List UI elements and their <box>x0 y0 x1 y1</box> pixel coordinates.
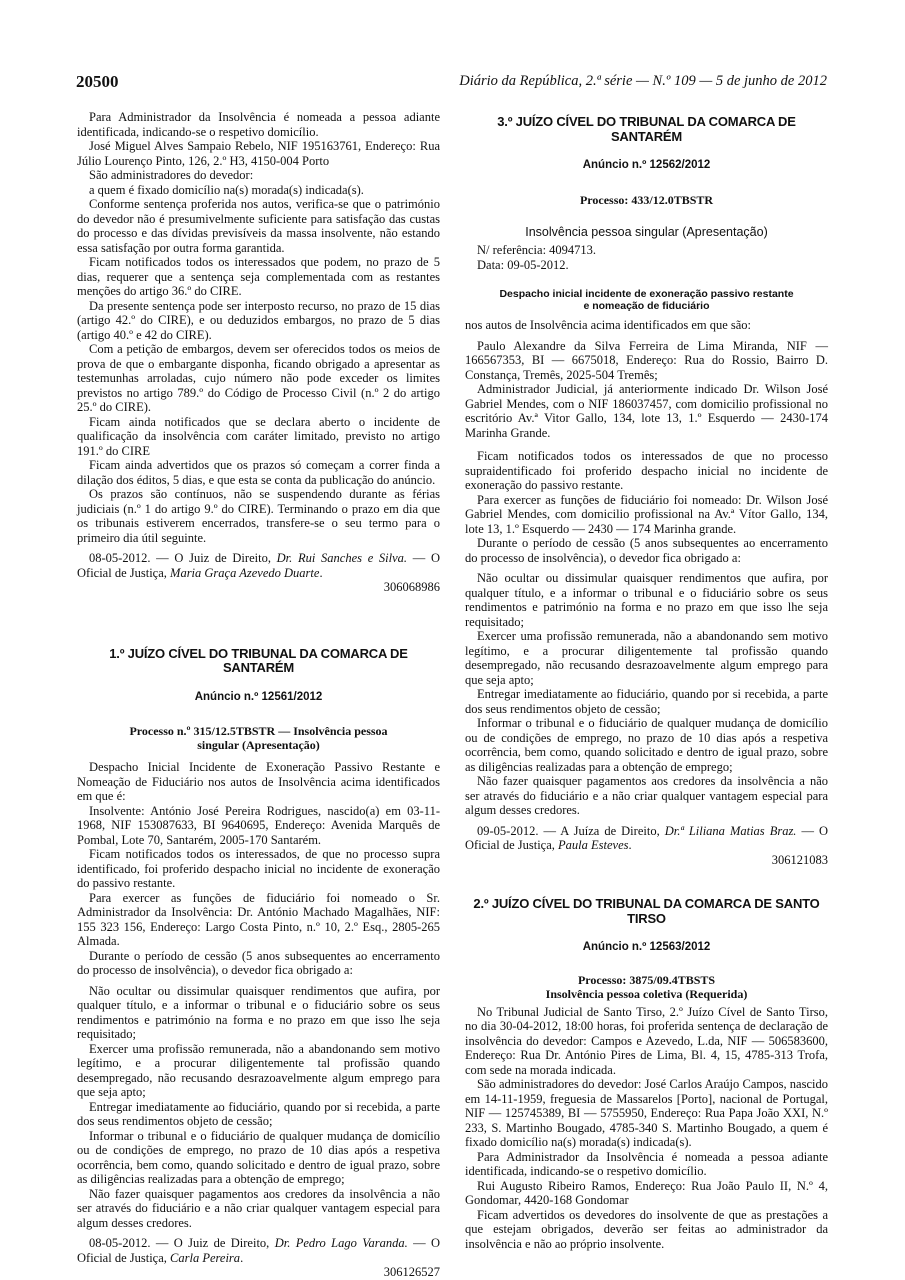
paragraph: Os prazos são contínuos, não se suspendendo durante as férias judiciais (n.º 1 do artigo 9.º do CIRE). Terminando o prazo em dia que os tribunais estiverem encerrados, transfere-se o seu termo para o primeiro dia útil seguinte. <box>77 487 440 545</box>
paragraph: Ficam notificados todos os interessados que podem, no prazo de 5 dias, requerer que a sentença seja complementada com as restantes menções do artigo 36.º do CIRE. <box>77 255 440 298</box>
right-column <box>465 110 828 1251</box>
order-title: Despacho inicial incidente de exoneração passivo restante e nomeação de fiduciário <box>499 288 794 312</box>
section-title: 2.º JUÍZO CÍVEL DO TRIBUNAL DA COMARCA DE SANTO TIRSO <box>473 896 820 926</box>
left-column <box>77 110 440 1280</box>
paragraph: Paulo Alexandre da Silva Ferreira de Lima Miranda, NIF — 166567353, BI — 6675018, Endereço: Rua do Rossio, Bairro D. Constança, Tremês, 2025-504 Tremês; <box>465 338 828 382</box>
paragraph: Com a petição de embargos, devem ser oferecidos todos os meios de prova de que o embargante disponha, ficando obrigado a apresentar as testemunhas arroladas, cujo número não pode exceder os limites previstos no artigo 789.º do Código de Processo Civil (n.º 2 do artigo 25.º do CIRE). <box>77 342 440 414</box>
page-number: 20500 <box>76 72 119 91</box>
paragraph: Ficam notificados todos os interessados de que no processo supraidentificado foi proferido despacho inicial no incidente de exoneração do passivo restante. <box>465 449 828 492</box>
paragraph: Não fazer quaisquer pagamentos aos credores da insolvência a não ser através do fiduciário e a não criar qualquer vantagem especial para algum desses credores. <box>465 774 828 817</box>
paragraph: Para exercer as funções de fiduciário foi nomeado: Dr. Wilson José Gabriel Mendes, com domicilio profissional na Av.ª Vítor Gallo, 134, lote 13, 1.º Esquerdo — 2430 — 174 Marinha grande. <box>465 492 828 536</box>
paragraph: Entregar imediatamente ao fiduciário, quando por si recebida, a parte dos seus rendimentos objeto de cessão; <box>77 1099 440 1128</box>
paragraph: Não ocultar ou dissimular quaisquer rendimentos que aufira, por qualquer título, e a informar o tribunal e o fiduciário sobre os seus rendimentos e património na forma e no prazo em que isso lhe seja requisitado; <box>465 571 828 629</box>
process-title: Processo: 433/12.0TBSTR <box>579 192 714 207</box>
paragraph: Exercer uma profissão remunerada, não a abandonando sem motivo legítimo, e a procurar diligentemente tal profissão quando desempregado, não recusando desrazoavelmente algum emprego para que seja apto; <box>77 1041 440 1099</box>
paragraph: José Miguel Alves Sampaio Rebelo, NIF 195163761, Endereço: Rua Júlio Lourenço Pinto, 126, 2.º H3, 4150-004 Porto <box>77 139 440 168</box>
paragraph: nos autos de Insolvência acima identificados em que são: <box>465 318 752 332</box>
process-title: Processo: 3875/09.4TBSTS Insolvência pessoa coletiva (Requerida) <box>545 972 748 1001</box>
paragraph: Insolvente: António José Pereira Rodrigues, nascido(a) em 03-11-1968, NIF 153087633, BI 9640695, Endereço: Avenida Marquês de Pombal, Lote 70, Santarém, 2005-170 Santarém. <box>77 803 440 847</box>
paragraph: São administradores do devedor: <box>89 168 254 182</box>
paragraph: Rui Augusto Ribeiro Ramos, Endereço: Rua João Paulo II, N.º 4, Gondomar, 4420-168 Gondomar <box>465 1178 828 1207</box>
paragraph: Conforme sentença proferida nos autos, verifica-se que o património do devedor não é presumivelmente suficiente para satisfação das custas do processo e das dívidas previsíveis da massa insolvente, não estando essa satisfação por outra forma garantida. <box>77 197 440 255</box>
paragraph: Informar o tribunal e o fiduciário de qualquer mudança de domicílio ou de condições de emprego, no prazo de 10 dias após a respetiva ocorrência, bem como, quando solicitado e dentro de igual prazo, sobre as diligências realizadas para a obtenção de emprego; <box>77 1128 440 1186</box>
signature-line: 08-05-2012. — O Juiz de Direito, Dr. Rui Sanches e Silva. — O Oficial de Justiça, Maria Graça Azevedo Duarte. <box>77 551 440 580</box>
announcement-number: Anúncio n.º 12561/2012 <box>194 690 323 703</box>
paragraph: Para exercer as funções de fiduciário foi nomeado o Sr. Administrador da Insolvência: Dr. António Machado Magalhães, NIF: 155 323 156, Endereço: Largo Costa Pinto, n.º 10, 2.º Esq., 2805-265 Almada. <box>77 890 440 948</box>
paragraph: Exercer uma profissão remunerada, não a abandonando sem motivo legítimo, e a procurar diligentemente tal profissão quando desempregado, não recusando desrazoavelmente algum emprego para que seja apto; <box>465 629 828 687</box>
paragraph: Para Administrador da Insolvência é nomeada a pessoa adiante identificada, indicando-se o respetivo domicílio. <box>465 1149 828 1178</box>
page-header <box>76 72 827 94</box>
announcement-number: Anúncio n.º 12562/2012 <box>582 159 711 171</box>
process-subtitle: Insolvência pessoa singular (Apresentação) <box>525 224 768 239</box>
signature-line: 09-05-2012. — A Juíza de Direito, Dr.ª Liliana Matias Braz. — O Oficial de Justiça, Paula Esteves. <box>465 823 828 852</box>
paragraph: Ficam notificados todos os interessados, de que no processo supra identificado, foi proferido despacho inicial no incidente de exoneração do passivo restante. <box>77 847 440 890</box>
announcement-number: Anúncio n.º 12563/2012 <box>582 941 711 953</box>
reference-number: 306121083 <box>771 852 828 867</box>
reference-number: 306068986 <box>383 580 440 594</box>
section-title: 1.º JUÍZO CÍVEL DO TRIBUNAL DA COMARCA DE SANTARÉM <box>109 645 408 675</box>
paragraph: Informar o tribunal e o fiduciário de qualquer mudança de domicílio ou de condições de emprego, no prazo de 10 dias após a respetiva ocorrência, bem como, quando solicitado e dentro de igual prazo, sobre as diligências realizadas para a obtenção de emprego; <box>465 716 828 774</box>
paragraph: Não ocultar ou dissimular quaisquer rendimentos que aufira, por qualquer título, e a informar o tribunal e o fiduciário sobre os seus rendimentos e património na forma e no prazo em que isso lhe seja requisitado; <box>77 983 440 1041</box>
paragraph: São administradores do devedor: José Carlos Araújo Campos, nascido em 14-11-1959, freguesia de Massarelos [Porto], nacional de Portugal, NIF — 125745389, BI — 5755950, Endereço: Rua Papa João XXI, N.º 233, S. Martinho Bougado, 4785-340 S. Martinho Bougado, a quem é fixado domicílio na(s) morada(s) indicada(s). <box>465 1077 828 1149</box>
reference-number: 306126527 <box>383 1265 440 1279</box>
paragraph: Para Administrador da Insolvência é nomeada a pessoa adiante identificada, indicando-se o respetivo domicílio. <box>77 110 440 139</box>
paragraph: Ficam ainda notificados que se declara aberto o incidente de qualificação da insolvência com caráter limitado, previsto no artigo 191.º do CIRE <box>77 414 440 458</box>
paragraph: Ficam advertidos os devedores do insolvente de que as prestações a que estejam obrigados, deverão ser feitas ao administrador da insolvência e não ao próprio insolvente. <box>465 1207 828 1251</box>
paragraph: Da presente sentença pode ser interposto recurso, no prazo de 15 dias (artigo 42.º do CIRE), e ou deduzidos embargos, no prazo de 5 dias (artigo 40.º e 42 do CIRE). <box>77 298 440 342</box>
paragraph: No Tribunal Judicial de Santo Tirso, 2.º Juízo Cível de Santo Tirso, no dia 30-04-2012, 18:00 horas, foi proferida sentença de declaração de insolvência do devedor: Campos e Azevedo, L.da, NIF — 506583600, Endereço: Rua Dr. António Pires de Lima, Bl. 4, 15, 4785-313 Trofa, com sede na morada indicada. <box>465 1004 828 1077</box>
paragraph: Durante o período de cessão (5 anos subsequentes ao encerramento do processo de insolvência), o devedor fica obrigado a: <box>77 948 440 977</box>
date-line: Data: 09-05-2012. <box>477 257 569 272</box>
paragraph: a quem é fixado domicílio na(s) morada(s) indicada(s). <box>89 182 364 197</box>
signature-line: 08-05-2012. — O Juiz de Direito, Dr. Pedro Lago Varanda. — O Oficial de Justiça, Carla Pereira. <box>77 1236 440 1265</box>
journal-title: Diário da República, 2.ª série — N.º 109 — 5 de junho de 2012 <box>459 73 827 89</box>
reference-line: N/ referência: 4094713. <box>477 243 597 257</box>
process-title: Processo n.º 315/12.5TBSTR — Insolvência pessoa singular (Apresentação) <box>129 724 388 752</box>
paragraph: Durante o período de cessão (5 anos subsequentes ao encerramento do processo de insolvência), o devedor fica obrigado a: <box>465 536 828 565</box>
paragraph: Administrador Judicial, já anteriormente indicado Dr. Wilson José Gabriel Mendes, com o NIF 186037457, com domicilio profissional no escritório Av.ª Vitor Gallo, 134, lote 13, 1.º Esquerdo — 2430-174 Marinha Grande. <box>465 382 828 440</box>
paragraph: Não fazer quaisquer pagamentos aos credores da insolvência a não ser através do fiduciário e a não criar qualquer vantagem especial para algum desses credores. <box>77 1186 440 1230</box>
paragraph: Entregar imediatamente ao fiduciário, quando por si recebida, a parte dos seus rendimentos objeto de cessão; <box>465 687 828 716</box>
paragraph: Ficam ainda advertidos que os prazos só começam a correr finda a dilação dos éditos, 5 dias, e que esta se conta da publicação do anúncio. <box>77 458 440 487</box>
section-title: 3.º JUÍZO CÍVEL DO TRIBUNAL DA COMARCA DE SANTARÉM <box>497 114 796 144</box>
paragraph: Despacho Inicial Incidente de Exoneração Passivo Restante e Nomeação de Fiduciário nos autos de Insolvência acima identificados em que é: <box>77 760 440 803</box>
